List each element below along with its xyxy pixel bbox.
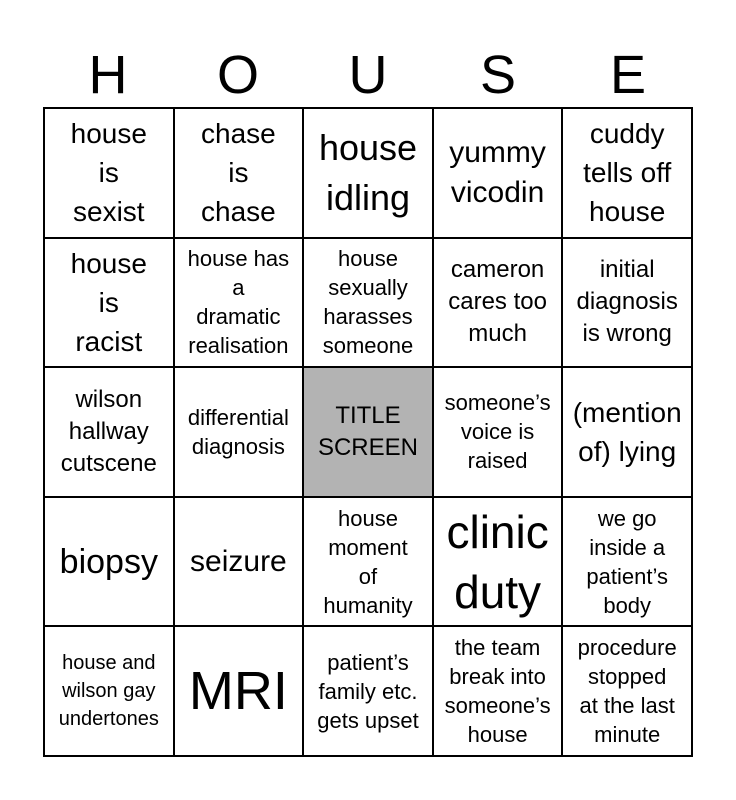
- bingo-cell: yummy vicodin: [433, 108, 563, 238]
- bingo-cell: clinic duty: [433, 497, 563, 627]
- header-letter-u: U: [348, 45, 388, 105]
- bingo-cell: we go inside a patient’s body: [562, 497, 692, 627]
- bingo-cell: seizure: [174, 497, 304, 627]
- bingo-header: [43, 42, 693, 108]
- header-letter-o: O: [216, 45, 259, 105]
- bingo-cell: wilson hallway cutscene: [44, 367, 174, 497]
- bingo-cell: cameron cares too much: [433, 238, 563, 368]
- free-space-cell: TITLE SCREEN: [303, 367, 433, 497]
- bingo-cell: house is racist: [44, 238, 174, 368]
- bingo-cell: cuddy tells off house: [562, 108, 692, 238]
- bingo-cell: someone’s voice is raised: [433, 367, 563, 497]
- bingo-cell: house is sexist: [44, 108, 174, 238]
- bingo-cell: house and wilson gay undertones: [44, 626, 174, 756]
- bingo-cell: initial diagnosis is wrong: [562, 238, 692, 368]
- bingo-cell: the team break into someone’s house: [433, 626, 563, 756]
- bingo-cell: house moment of humanity: [303, 497, 433, 627]
- bingo-cell: procedure stopped at the last minute: [562, 626, 692, 756]
- header-letter-e: E: [609, 45, 647, 105]
- bingo-cell: differential diagnosis: [174, 367, 304, 497]
- bingo-cell: house idling: [303, 108, 433, 238]
- bingo-cell: house has a dramatic realisation: [174, 238, 304, 368]
- header-letter-s: S: [479, 45, 517, 105]
- bingo-cell: house sexually harasses someone: [303, 238, 433, 368]
- bingo-grid: [43, 107, 693, 757]
- bingo-cell: chase is chase: [174, 108, 304, 238]
- bingo-cell: MRI: [174, 626, 304, 756]
- header-letter-h: H: [88, 45, 128, 105]
- bingo-cell: patient’s family etc. gets upset: [303, 626, 433, 756]
- bingo-cell: (mention of) lying: [562, 367, 692, 497]
- bingo-cell: biopsy: [44, 497, 174, 627]
